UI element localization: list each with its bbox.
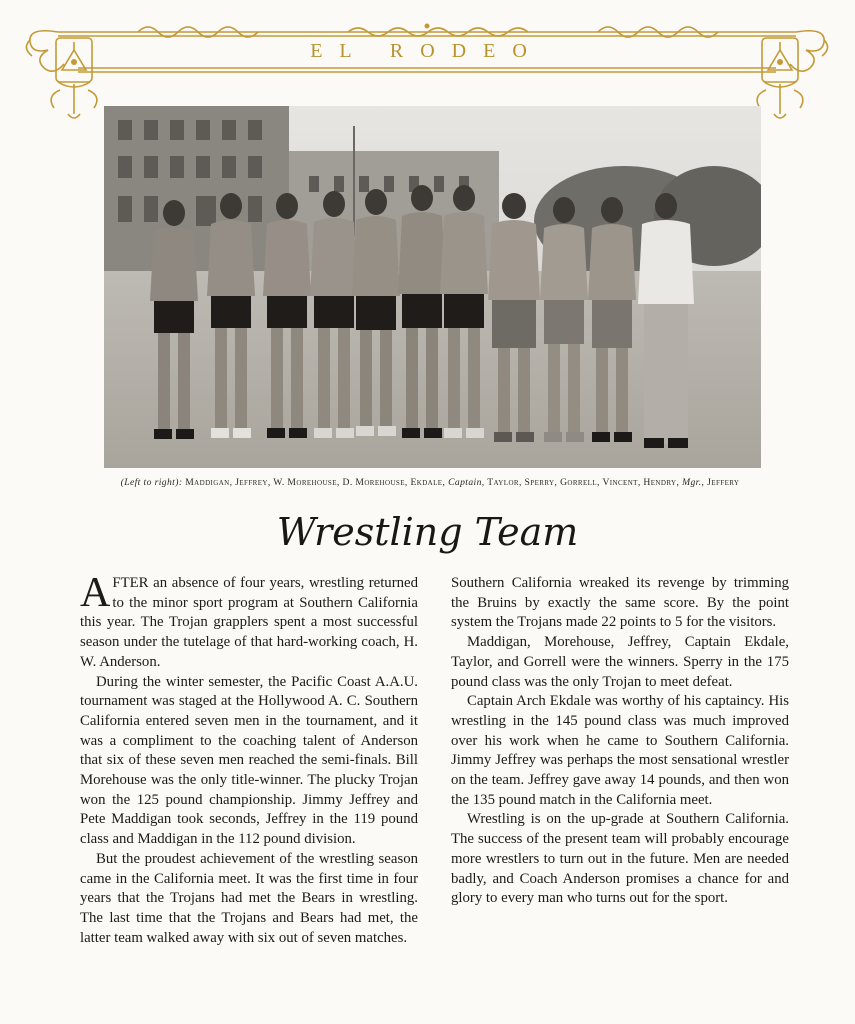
header-title: EL RODEO — [310, 40, 544, 62]
caption-names: Maddigan, Jeffrey, W. Morehouse, D. Morehouse, Ekdale, — [185, 477, 446, 488]
paragraph-1 — [80, 570, 418, 673]
article-column-right — [451, 574, 789, 909]
paragraph-2: During the winter semester, the Pacific Coast A.A.U. tournament was staged at the Hollywood A. C. Southern California entered seven men in the tournament, and it was a compliment to the coaching talent of Anderson that six of these seven men reached the semi-finals. Bill Morehouse was the only title-winner. The plucky Trojan won the 125 pound championship. Jimmy Jeffrey and Pete Maddigan took seconds, Jeffrey in the 119 pound class and Maddigan in the 112 pound division. — [80, 673, 418, 848]
paragraph-3-continued: Southern California wreaked its revenge by trimming the Bruins by exactly the same score. By the point system the Trojans made 22 points to 5 for the visitors. — [451, 575, 789, 631]
caption-lead: (Left to right): — [120, 477, 183, 488]
caption-names-3: Jeffery — [707, 477, 740, 488]
caption-names-2: Taylor, Sperry, Gorrell, Vincent, Hendry, — [487, 477, 680, 488]
paragraph-5: Captain Arch Ekdale was worthy of his captaincy. His wrestling in the 145 pound class was much improved over his work when he came to Southern California. Jimmy Jeffrey was perhaps the most sensational wrestler on the team. Jeffrey gave away 14 pounds, and then won the 135 pound match in the California meet. — [451, 693, 789, 808]
paragraph-3: But the proudest achievement of the wrestling season came in the California meet. It was the first time in four years that the Trojans had met the Bears in wrestling. The last time that the Trojans and Bears had met, the latter team walked away with six out of seven matches. — [80, 850, 418, 946]
paragraph-4: Maddigan, Morehouse, Jeffrey, Captain Ekdale, Taylor, and Gorrell were the winners. Sperry in the 175 pound class was the only Trojan to meet defeat. — [451, 634, 789, 690]
caption-mgr: Mgr., — [682, 477, 705, 488]
article-title: Wrestling Team — [276, 510, 579, 554]
team-photo — [104, 106, 761, 468]
caption-captain: Captain, — [448, 477, 485, 488]
photo-caption — [60, 477, 800, 488]
paragraph-1-text: FTER an absence of four years, wrestling returned to the minor sport program at Southern California this year. The Trojan grapplers spent a most successful season under the tutelage of that hard-working coach, H. W. Anderson. — [80, 575, 418, 670]
drop-cap: A — [80, 570, 111, 616]
article-column-left — [80, 570, 418, 948]
paragraph-6: Wrestling is on the up-grade at Southern California. The success of the present team will probably encourage more wrestlers to turn out in the future. Men are needed badly, and Coach Anderson promises a chance for and glory to every man who turns out for the sport. — [451, 811, 789, 907]
